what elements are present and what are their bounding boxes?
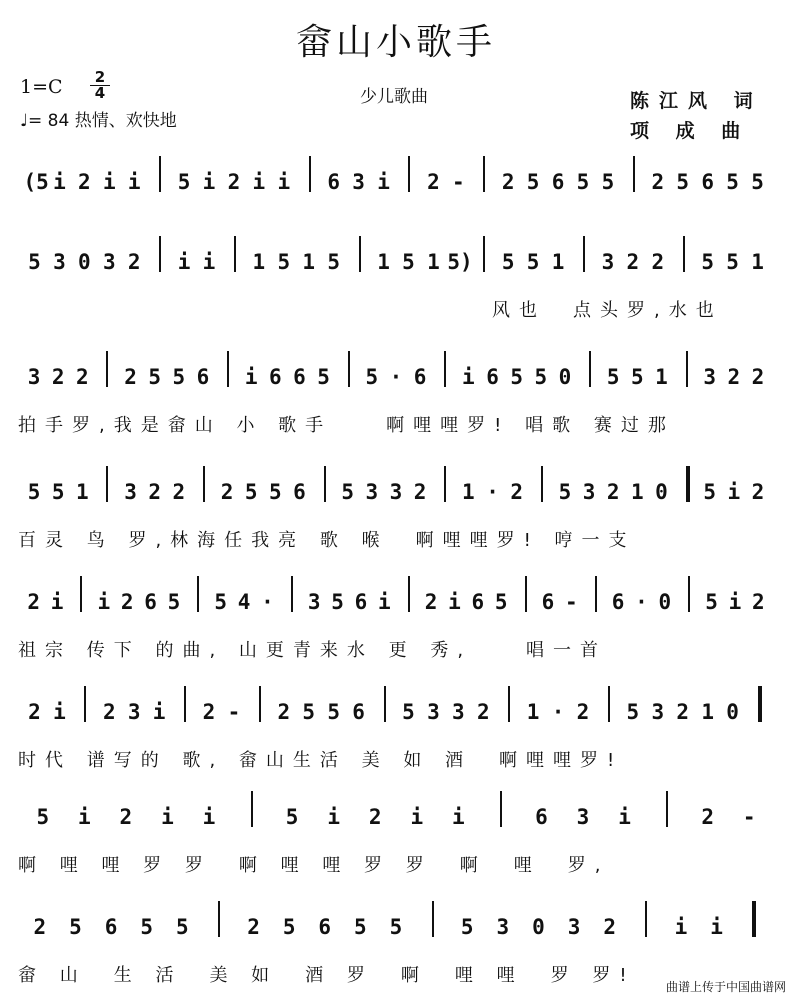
note: 1 — [630, 480, 644, 504]
note: 6 — [551, 170, 565, 194]
note: · — [486, 480, 499, 504]
note: 5 — [460, 915, 474, 939]
note: 2 — [576, 700, 590, 724]
note: 2 — [427, 170, 440, 194]
note: 0 — [726, 700, 739, 724]
barline — [595, 576, 597, 612]
note: i — [377, 590, 391, 614]
note: 5 — [494, 590, 508, 614]
note: 6 — [269, 365, 282, 389]
note: i — [327, 805, 340, 829]
composer-credit: 项 成 曲 — [630, 120, 751, 142]
note: 2 — [413, 480, 427, 504]
barline — [583, 236, 585, 272]
note: 3 — [582, 480, 596, 504]
note: 5 — [36, 805, 50, 829]
note: i — [710, 915, 723, 939]
barline — [758, 686, 762, 722]
barline — [259, 686, 261, 722]
note: 6 — [413, 365, 427, 389]
time-signature-bottom: 4 — [90, 85, 110, 101]
note: 2 — [501, 170, 515, 194]
note: 3 — [102, 250, 116, 274]
note: 5 — [277, 250, 291, 274]
lyric-line: 风也 点头罗,水也 — [492, 300, 723, 321]
barline — [218, 901, 220, 937]
note: 2 — [33, 915, 47, 939]
lyric-line: 百灵 鸟 罗,林海任我亮 歌 喉 啊哩哩罗! 哼一支 — [18, 530, 636, 551]
note: i — [448, 590, 461, 614]
note: 6 — [541, 590, 555, 614]
note: 5 — [501, 250, 515, 274]
note: (5 — [23, 170, 49, 194]
note: 2 — [124, 365, 137, 389]
note: 3 — [452, 700, 465, 724]
note: 5) — [447, 250, 473, 274]
note: 5 — [167, 590, 181, 614]
note: - — [564, 590, 578, 614]
note: 5 — [317, 365, 330, 389]
note: 5 — [177, 170, 191, 194]
note: i — [728, 590, 742, 614]
note: 6 — [293, 480, 306, 504]
barline — [324, 466, 326, 502]
note: 2 — [676, 700, 690, 724]
watermark: 曲谱上传于中国曲谱网 — [665, 980, 786, 994]
note: 3 — [576, 805, 590, 829]
note: 6 — [354, 590, 368, 614]
note: 1 — [701, 700, 714, 724]
barline — [525, 576, 527, 612]
note: 5 — [626, 700, 640, 724]
note: i — [78, 805, 91, 829]
note: 6 — [535, 805, 548, 829]
note: 2 — [119, 805, 133, 829]
note: i — [53, 170, 66, 194]
note: 5 — [606, 365, 620, 389]
note: 5 — [285, 805, 299, 829]
note: 4 — [237, 590, 251, 614]
note: 5 — [214, 590, 228, 614]
note: 2 — [102, 700, 116, 724]
note: i — [674, 915, 688, 939]
note: i — [618, 805, 631, 829]
barline — [359, 236, 361, 272]
note: 5 — [354, 915, 367, 939]
note: 5 — [27, 480, 41, 504]
lyric-line: 祖宗 传下 的曲, 山更青来水 更 秀, 唱一首 — [18, 640, 608, 661]
note: 2 — [247, 915, 260, 939]
note: 5 — [389, 915, 403, 939]
barline — [500, 791, 502, 827]
note: 6 — [486, 365, 499, 389]
barline — [541, 466, 543, 502]
note: 5 — [148, 365, 162, 389]
barline — [80, 576, 82, 612]
barline — [197, 576, 199, 612]
note: - — [227, 700, 241, 724]
note: 6 — [196, 365, 210, 389]
note: 5 — [558, 480, 572, 504]
barline — [483, 236, 485, 272]
note: - — [452, 170, 465, 194]
note: 2 — [751, 590, 765, 614]
note: · — [551, 700, 565, 724]
note: 5 — [327, 250, 340, 274]
note: 1 — [302, 250, 316, 274]
note: 0 — [658, 590, 672, 614]
note: 2 — [603, 915, 617, 939]
lyric-line: 拍手罗,我是畲山 小 歌手 啊哩哩罗! 唱歌 赛过那 — [18, 415, 675, 436]
note: i — [252, 170, 266, 194]
note: 3 — [53, 250, 66, 274]
note: 0 — [558, 365, 572, 389]
note: 5 — [402, 700, 415, 724]
note: 2 — [751, 480, 765, 504]
note: 5 — [341, 480, 355, 504]
barline — [686, 351, 688, 387]
note: 5 — [302, 700, 316, 724]
note: i — [277, 170, 291, 194]
barline — [234, 236, 236, 272]
note: 5 — [630, 365, 644, 389]
note: 2 — [651, 250, 665, 274]
note: 5 — [726, 170, 739, 194]
time-signature — [90, 70, 110, 101]
note: i — [202, 805, 216, 829]
note: 2 — [220, 480, 234, 504]
note: 2 — [277, 700, 291, 724]
note: 2 — [75, 365, 89, 389]
note: i — [152, 700, 166, 724]
barline — [203, 466, 205, 502]
note: i — [244, 365, 258, 389]
note: 5 — [526, 250, 540, 274]
note: 2 — [27, 590, 41, 614]
barline — [291, 576, 293, 612]
barline — [106, 466, 108, 502]
note: i — [127, 170, 141, 194]
note: · — [635, 590, 648, 614]
note: 5 — [510, 365, 523, 389]
note: 5 — [282, 915, 296, 939]
barline — [688, 576, 690, 612]
note: i — [102, 170, 116, 194]
note: 5 — [601, 170, 615, 194]
barline — [645, 901, 647, 937]
note: 2 — [368, 805, 382, 829]
note: 5 — [244, 480, 258, 504]
note: i — [727, 480, 741, 504]
key-signature: 1=C — [20, 76, 63, 98]
barline — [408, 156, 410, 192]
note: i — [50, 590, 64, 614]
note: 2 — [606, 480, 620, 504]
note: 2 — [51, 365, 65, 389]
note: 5 — [726, 250, 739, 274]
note: 1 — [377, 250, 390, 274]
note: 6 — [318, 915, 332, 939]
note: 2 — [751, 365, 765, 389]
subtitle: 少儿歌曲 — [360, 87, 428, 107]
note: 1 — [427, 250, 440, 274]
note: 1 — [462, 480, 475, 504]
barline — [633, 156, 635, 192]
barline — [408, 576, 410, 612]
note: 5 — [703, 480, 716, 504]
note: 3 — [651, 700, 665, 724]
note: 3 — [352, 170, 365, 194]
barline — [589, 351, 591, 387]
barline — [251, 791, 253, 827]
barline — [184, 686, 186, 722]
note: 0 — [78, 250, 91, 274]
barline — [106, 351, 108, 387]
note: 2 — [172, 480, 186, 504]
barline — [159, 156, 161, 192]
note: 5 — [140, 915, 153, 939]
note: 5 — [402, 250, 415, 274]
note: 2 — [127, 250, 141, 274]
note: 5 — [51, 480, 65, 504]
note: 5 — [327, 700, 340, 724]
note: 2 — [120, 590, 134, 614]
note: 2 — [28, 700, 41, 724]
note: 6 — [144, 590, 157, 614]
lyric-line: 畲 山 生 活 美 如 酒 罗 啊 哩 哩 罗 罗! — [18, 965, 636, 986]
note: 3 — [496, 915, 510, 939]
note: i — [462, 365, 475, 389]
lyric-line: 啊 哩 哩 罗 罗 啊 哩 哩 罗 罗 啊 哩 罗, — [18, 855, 610, 876]
barline — [686, 466, 690, 502]
note: i — [53, 700, 66, 724]
barline — [444, 351, 446, 387]
note: 5 — [526, 170, 540, 194]
note: 6 — [293, 365, 306, 389]
note: 3 — [389, 480, 403, 504]
note: 0 — [655, 480, 668, 504]
note: i — [377, 170, 390, 194]
note: 5 — [705, 590, 718, 614]
note: 2 — [78, 170, 91, 194]
note: i — [452, 805, 465, 829]
note: i — [202, 170, 216, 194]
note: i — [161, 805, 174, 829]
note: 6 — [352, 700, 365, 724]
barline — [84, 686, 86, 722]
note: 2 — [626, 250, 640, 274]
note: i — [177, 250, 191, 274]
note: 2 — [510, 480, 523, 504]
note: i — [410, 805, 424, 829]
note: 2 — [476, 700, 490, 724]
note: 6 — [701, 170, 714, 194]
barline — [432, 901, 434, 937]
note: 6 — [611, 590, 625, 614]
note: 5 — [534, 365, 548, 389]
barline — [608, 686, 610, 722]
note: 5 — [701, 250, 714, 274]
note: 0 — [532, 915, 545, 939]
note: - — [742, 805, 756, 829]
lyricist-credit: 陈江风 词 — [630, 90, 763, 112]
note: · — [261, 590, 274, 614]
note: 2 — [227, 170, 241, 194]
barline — [666, 791, 668, 827]
note: 2 — [424, 590, 438, 614]
note: 3 — [601, 250, 615, 274]
page-title: 畲山小歌手 — [295, 22, 496, 63]
note: 5 — [175, 915, 189, 939]
note: i — [202, 250, 216, 274]
barline — [159, 236, 161, 272]
note: 2 — [651, 170, 665, 194]
note: 2 — [701, 805, 714, 829]
note: 6 — [104, 915, 118, 939]
note: 5 — [676, 170, 690, 194]
barline — [227, 351, 229, 387]
note: 2 — [148, 480, 162, 504]
note: 3 — [567, 915, 581, 939]
barline — [752, 901, 756, 937]
note: 5 — [69, 915, 82, 939]
note: 5 — [751, 170, 764, 194]
tempo-marking: ♩= 84 热情、欢快地 — [20, 111, 177, 131]
barline — [508, 686, 510, 722]
lyric-line: 时代 谱写的 歌, 畲山生活 美 如 酒 啊哩哩罗! — [18, 750, 624, 771]
note: 1 — [75, 480, 89, 504]
note: 3 — [427, 700, 440, 724]
note: 5 — [576, 170, 590, 194]
note: 6 — [327, 170, 340, 194]
note: 5 — [365, 365, 379, 389]
note: 1 — [751, 250, 764, 274]
barline — [444, 466, 446, 502]
note: 1 — [252, 250, 266, 274]
note: 5 — [172, 365, 186, 389]
note: 2 — [202, 700, 216, 724]
barline — [309, 156, 311, 192]
note: 1 — [655, 365, 668, 389]
barline — [348, 351, 350, 387]
note: 1 — [526, 700, 540, 724]
note: i — [97, 590, 111, 614]
note: 2 — [727, 365, 741, 389]
note: 3 — [703, 365, 716, 389]
note: 3 — [124, 480, 137, 504]
note: 3 — [307, 590, 321, 614]
time-signature-top: 2 — [94, 68, 106, 86]
note: 5 — [331, 590, 344, 614]
note: 5 — [269, 480, 282, 504]
note: 1 — [551, 250, 565, 274]
note: 3 — [365, 480, 379, 504]
note: 5 — [28, 250, 41, 274]
barline — [683, 236, 685, 272]
note: 3 — [127, 700, 141, 724]
note: 3 — [27, 365, 41, 389]
barline — [483, 156, 485, 192]
note: · — [389, 365, 403, 389]
note: 6 — [471, 590, 485, 614]
barline — [384, 686, 386, 722]
